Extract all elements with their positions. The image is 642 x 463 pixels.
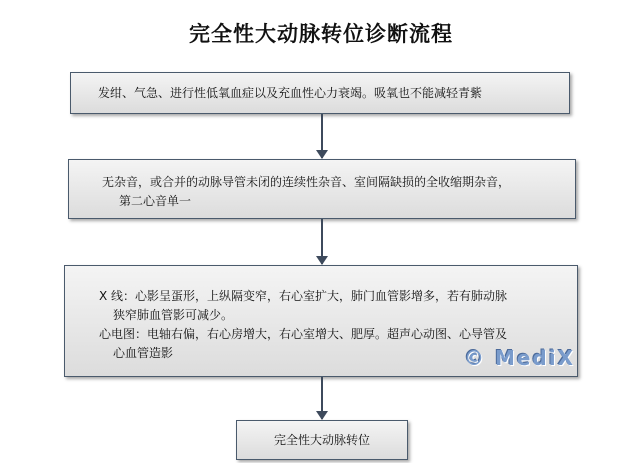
step-text-line: 心电图：电轴右偏，右心房增大，右心室增大、肥厚。超声心动图、心导管及 xyxy=(99,327,508,341)
step-text-line: X 线：心影呈蛋形，上纵隔变窄，右心室扩大，肺门血管影增多，若有肺动脉 xyxy=(99,289,508,303)
flow-step-diagnosis xyxy=(236,420,408,460)
flow-step-auscultation xyxy=(68,159,576,219)
flow-arrow xyxy=(321,377,323,419)
flow-step-symptoms xyxy=(70,72,570,114)
flow-arrow xyxy=(321,219,323,264)
flow-arrow xyxy=(321,114,323,158)
medix-watermark: © MediX xyxy=(464,346,576,370)
step-text-line: 第二心音单一 xyxy=(119,194,192,208)
step-text-line: 心血管造影 xyxy=(113,346,174,360)
step-text: 发绀、气急、进行性低氧血症以及充血性心力衰竭。吸氧也不能减轻青紫 xyxy=(98,85,483,100)
step-text: 完全性大动脉转位 xyxy=(273,432,370,447)
diagram-title: 完全性大动脉转位诊断流程 xyxy=(189,22,453,46)
step-text-line: 狭窄肺血管影可减少。 xyxy=(113,308,234,322)
step-text-line: 无杂音，或合并的动脉导管未闭的连续性杂音、室间隔缺损的全收缩期杂音， xyxy=(102,175,511,189)
